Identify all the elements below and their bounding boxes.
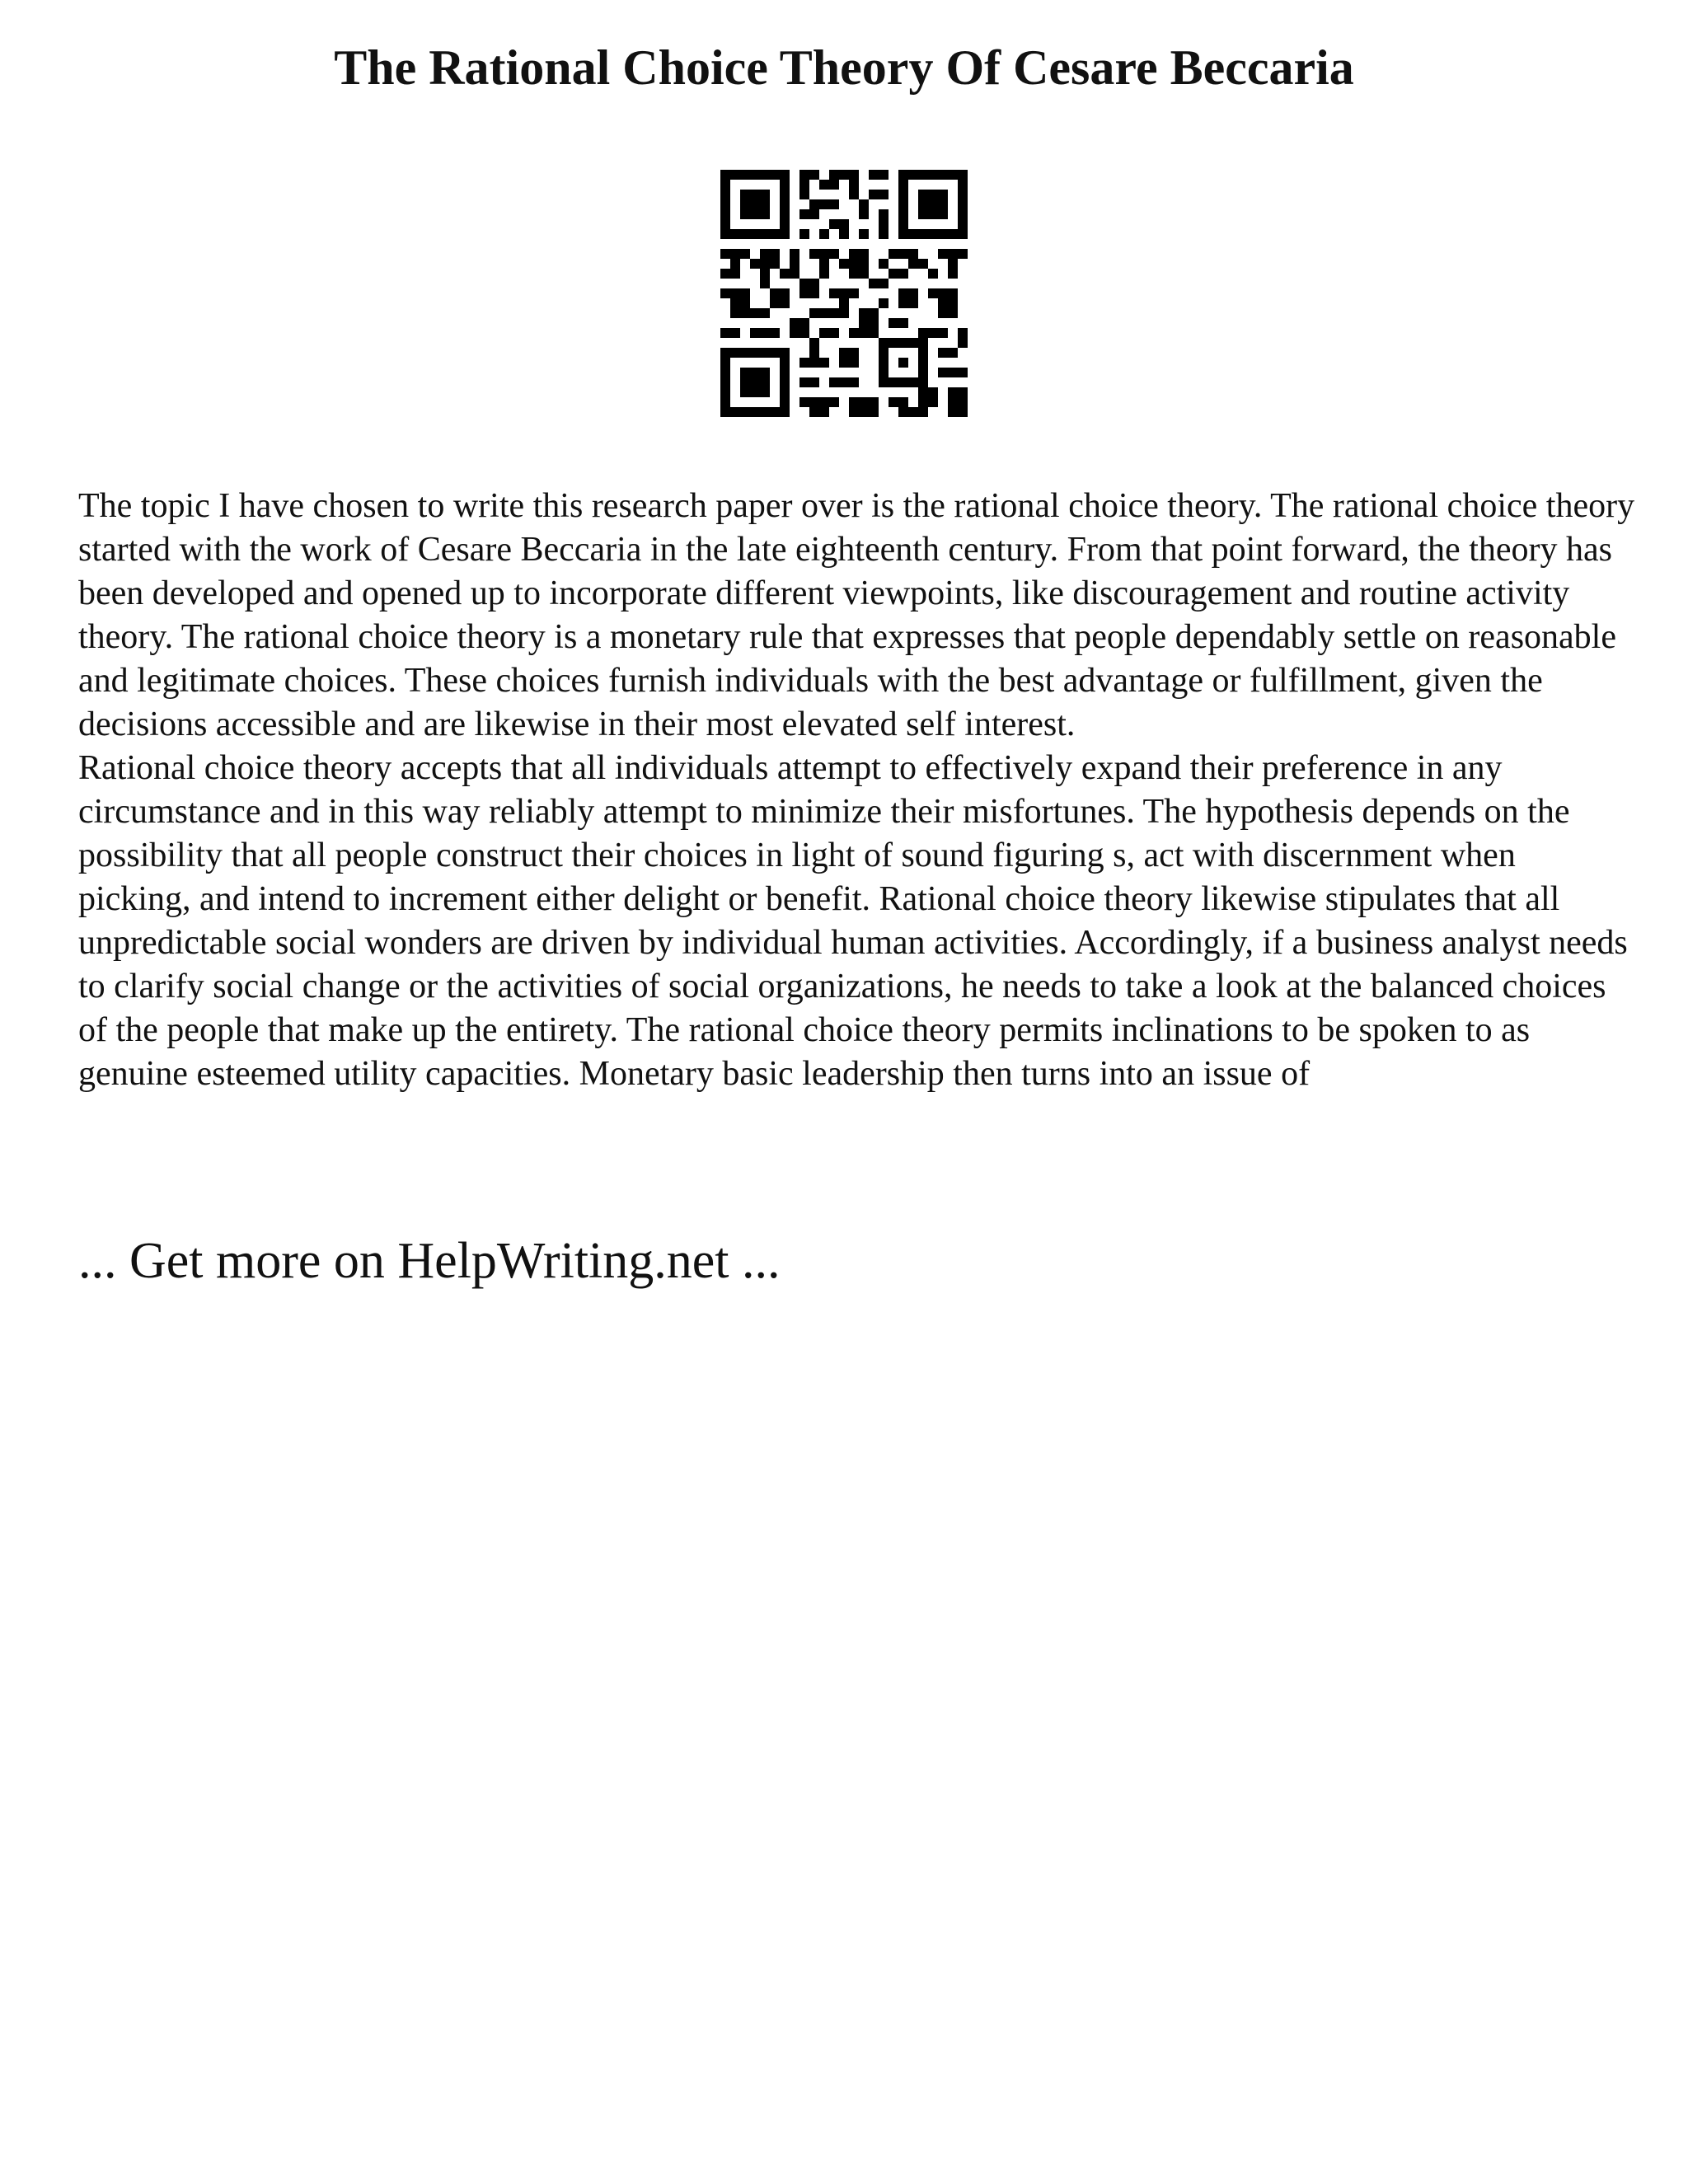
document-title: The Rational Choice Theory Of Cesare Beccaria: [334, 40, 1354, 95]
get-more-link[interactable]: ... Get more on HelpWriting.net ...: [78, 1233, 781, 1289]
body-paragraph: The topic I have chosen to write this research paper over is the rational choice theory. The rational choice theory started with the work of Cesare Beccaria in the late eighteenth century. From that point forward, the theory has been developed and opened up to incorporate different viewpoints, like discouragement and routine activity theory. The rational choice theory is a monetary rule that expresses that people dependably settle on reasonable and legitimate choices. These choices furnish individuals with the best advantage or fulfillment, given the decisions accessible and are likewise in their most elevated self interest.: [78, 487, 1635, 743]
qr-code-icon: [720, 170, 968, 417]
body-paragraph: Rational choice theory accepts that all individuals attempt to effectively expand their preference in any circumstance and in this way reliably attempt to minimize their misfortunes. The hypothesis depends on the possibility that all people construct their choices in light of sound figuring s, act with discernment when picking, and intend to increment either delight or benefit. Rational choice theory likewise stipulates that all unpredictable social wonders are driven by individual human activities. Accordingly, if a business analyst needs to clarify social change or the activities of social organizations, he needs to take a look at the balanced choices of the people that make up the entirety. The rational choice theory permits inclinations to be spoken to as genuine esteemed utility capacities. Monetary basic leadership then turns into an issue of: [78, 749, 1628, 1093]
document-body: [78, 485, 1636, 1096]
